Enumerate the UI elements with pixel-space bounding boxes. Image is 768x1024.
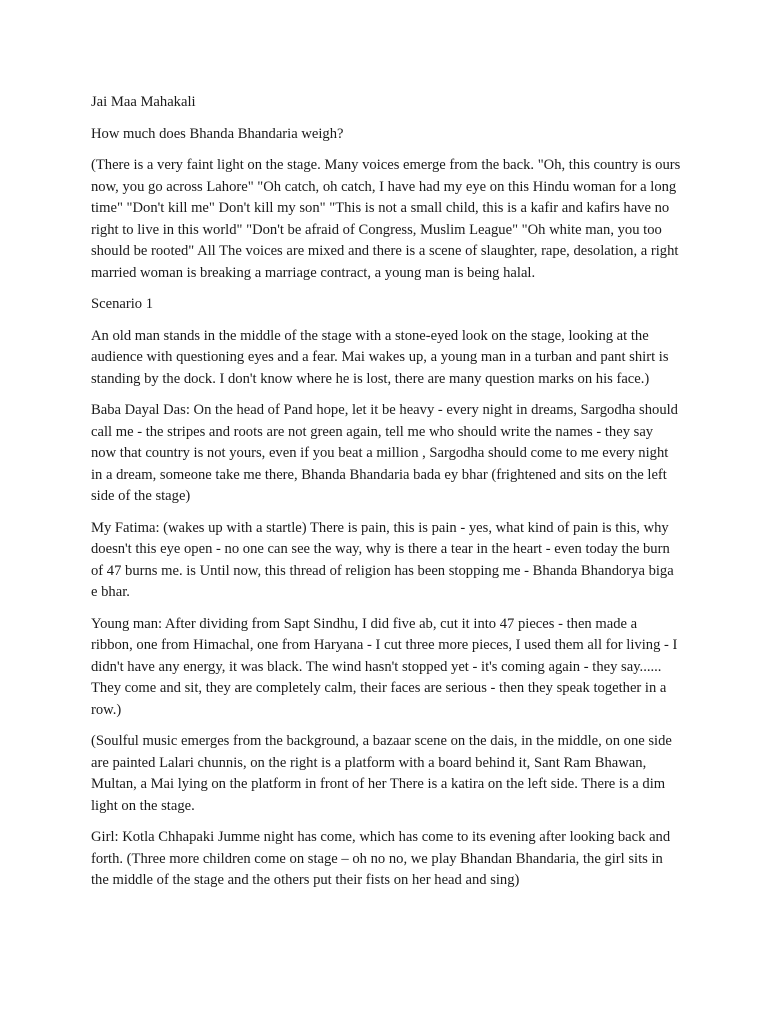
dialogue-baba-dayal-das: Baba Dayal Das: On the head of Pand hope, let it be heavy - every night in dreams, Sargodha should call me - the stripes and roots are not green again, tell me who should write the names - they say now that country is not yours, even if you beat a million , Sargodha should come to me every night in a dream, someone take me there, Bhanda Bhandaria bada ey bhar (frightened and sits on the left side of the stage): [91, 402, 678, 504]
dialogue-my-fatima: My Fatima: (wakes up with a startle) There is pain, this is pain - yes, what kind of pain is this, why doesn't this eye open - no one can see the way, why is there a tear in the heart - even today the burn of 47 burns me. is Until now, this thread of religion has been stopping me - Bhanda Bhandorya biga e bhar.: [91, 519, 674, 600]
stage-direction-old-man: An old man stands in the middle of the stage with a stone-eyed look on the stage, looking at the audience with questioning eyes and a fear. Mai wakes up, a young man in a turban and pant shirt is standing by the dock. I don't know where he is lost, there are many question marks on his face.): [91, 327, 669, 387]
dialogue-girl: Girl: Kotla Chhapaki Jumme night has come, which has come to its evening after looking back and forth. (Three more children come on stage – oh no no, we play Bhandan Bhandaria, the girl sits in the middle of the stage and the others put their fists on her head and sing): [91, 829, 671, 888]
stage-direction-bazaar: (Soulful music emerges from the background, a bazaar scene on the dais, in the middle, on one side are painted Lalari chunnis, on the right is a platform with a board behind it, Sant Ram Bhawan, Multan, a Mai lying on the platform in front of her There is a katira on the left side. There is a dim light on the stage.: [91, 733, 672, 814]
document-body: [91, 92, 681, 902]
stage-direction-opening: (There is a very faint light on the stage. Many voices emerge from the back. "Oh, this country is ours now, you go across Lahore" "Oh catch, oh catch, I have had my eye on this Hindu woman for a long time" "Don't kill me" Don't kill my son" "This is not a small child, this is a kafir and kafirs have no right to live in this world" "Don't be afraid of Congress, Muslim League" "Oh white man, you too should be rooted" All The voices are mixed and there is a scene of slaughter, rape, desolation, a right married woman is breaking a marriage contract, a young man is being halal.: [91, 157, 681, 281]
scenario-heading: Scenario 1: [91, 296, 154, 312]
play-invocation: Jai Maa Mahakali: [91, 94, 196, 110]
dialogue-young-man: Young man: After dividing from Sapt Sindhu, I did five ab, cut it into 47 pieces - then made a ribbon, one from Himachal, one from Haryana - I cut three more pieces, I used them all for living - I didn't have any energy, it was black. The wind hasn't stopped yet - it's coming again - they say...... They come and sit, they are completely calm, their faces are serious - then they speak together in a row.): [91, 615, 678, 718]
play-title: How much does Bhanda Bhandaria weigh?: [91, 125, 344, 142]
